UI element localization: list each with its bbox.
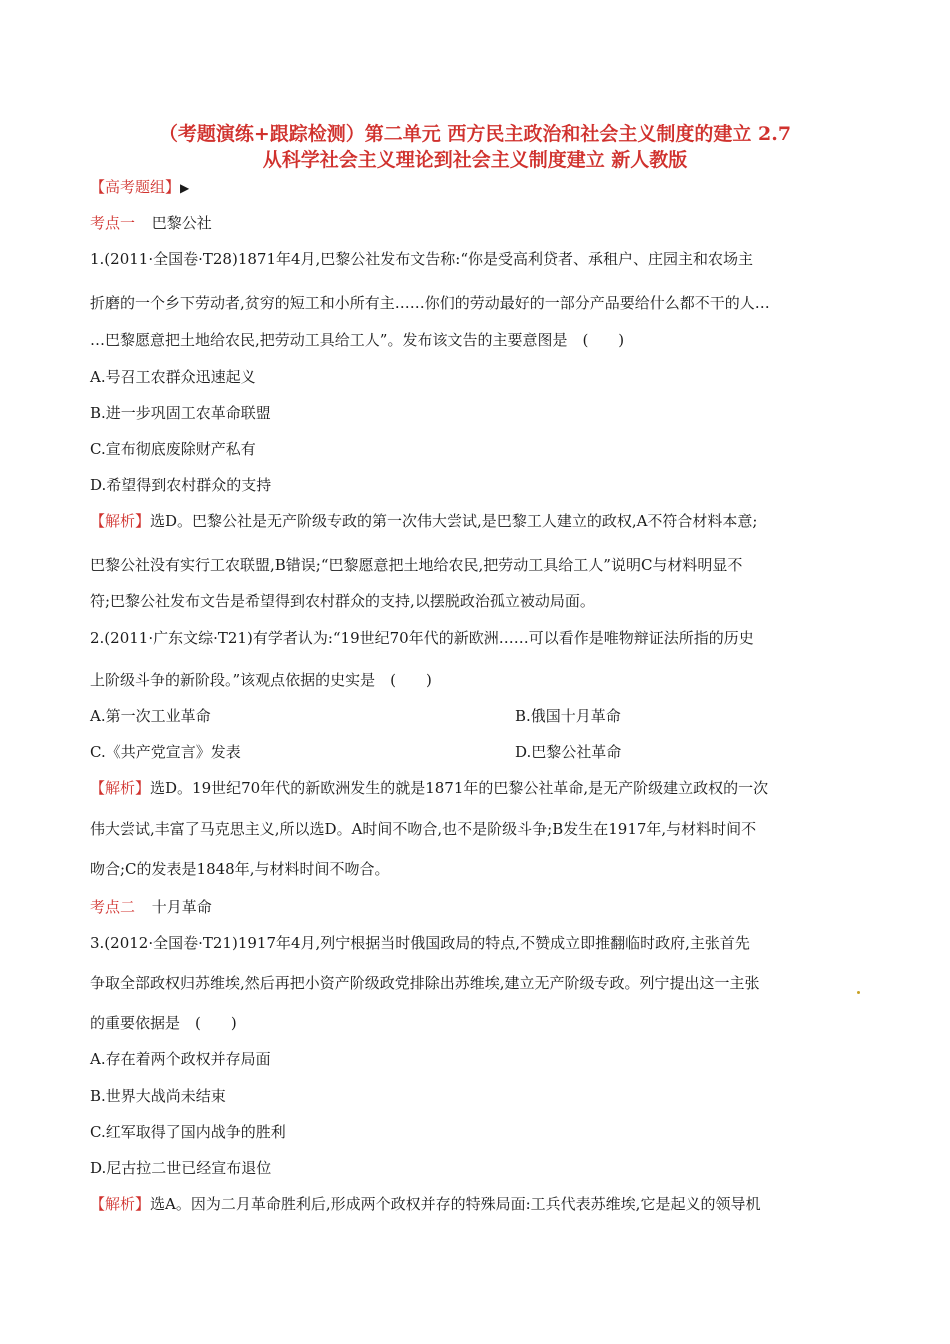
q1-stem-line-1: 1.(2011·全国卷·T28)1871年4月,巴黎公社发布文告称:“你是受高利贷者、承租户、庄园主和农场主 [90, 250, 754, 268]
group-heading [90, 177, 189, 198]
q1-analysis-text-1: 选D。巴黎公社是无产阶级专政的第一次伟大尝试,是巴黎工人建立的政权,A不符合材料本意; [150, 512, 758, 530]
q2-option-d: D.巴黎公社革命 [515, 743, 622, 761]
kaodian-1-topic: 巴黎公社 [151, 214, 212, 232]
q3-option-a: A.存在着两个政权并存局面 [90, 1050, 271, 1068]
kaodian-1-label: 考点一 [90, 214, 136, 232]
q1-stem-line-3: …巴黎愿意把土地给农民,把劳动工具给工人”。发布该文告的主要意图是 ( ) [90, 331, 625, 349]
q2-analysis-tag: 【解析】 [90, 779, 151, 797]
q3-option-b: B.世界大战尚未结束 [90, 1087, 226, 1105]
q1-analysis-line-1 [90, 511, 757, 531]
q2-analysis-line-2: 伟大尝试,丰富了马克思主义,所以选D。A时间不吻合,也不是阶级斗争;B发生在1917年,与材料时间不 [90, 820, 757, 838]
q3-stem-line-1: 3.(2012·全国卷·T21)1917年4月,列宁根据当时俄国政局的特点,不赞成立即推翻临时政府,主张首先 [90, 934, 750, 952]
kaodian-2-heading [90, 897, 212, 917]
q2-options-row-1 [90, 706, 621, 726]
q1-option-d: D.希望得到农村群众的支持 [90, 476, 272, 494]
group-label: 【高考题组】 [90, 178, 181, 196]
q2-stem-line-1: 2.(2011·广东文综·T21)有学者认为:“19世纪70年代的新欧洲……可以看作是唯物辩证法所指的历史 [90, 629, 754, 647]
q2-analysis-line-1 [90, 778, 768, 798]
q2-option-c: C.《共产党宣言》发表 [90, 743, 241, 761]
q3-option-d: D.尼古拉二世已经宣布退位 [90, 1159, 272, 1177]
q1-analysis-tag: 【解析】 [90, 512, 151, 530]
q3-analysis-line-1 [90, 1194, 760, 1214]
q2-analysis-line-3: 吻合;C的发表是1848年,与材料时间不吻合。 [90, 860, 390, 878]
kaodian-2-topic: 十月革命 [151, 898, 212, 916]
kaodian-2-label: 考点二 [90, 898, 136, 916]
kaodian-1-heading [90, 213, 212, 233]
q3-analysis-tag: 【解析】 [90, 1195, 151, 1213]
q1-stem-line-2: 折磨的一个乡下劳动者,贫穷的短工和小所有主……你们的劳动最好的一部分产品要给什么都不干的人… [90, 294, 770, 312]
document-title-line-2: 从科学社会主义理论到社会主义制度建立 新人教版 [262, 149, 688, 171]
q2-option-a: A.第一次工业革命 [90, 707, 211, 725]
q2-analysis-text-1: 选D。19世纪70年代的新欧洲发生的就是1871年的巴黎公社革命,是无产阶级建立政权的一次 [150, 779, 769, 797]
q1-option-c: C.宣布彻底废除财产私有 [90, 440, 256, 458]
q3-option-c: C.红军取得了国内战争的胜利 [90, 1123, 286, 1141]
q1-analysis-line-3: 符;巴黎公社发布文告是希望得到农村群众的支持,以摆脱政治孤立被动局面。 [90, 592, 595, 610]
q2-option-b: B.俄国十月革命 [515, 707, 621, 725]
q2-options-row-2 [90, 742, 622, 762]
stray-dot-mark [857, 991, 860, 994]
q1-analysis-line-2: 巴黎公社没有实行工农联盟,B错误;“巴黎愿意把土地给农民,把劳动工具给工人”说明C与材料明显不 [90, 556, 743, 574]
q2-stem-line-2: 上阶级斗争的新阶段。”该观点依据的史实是 ( ) [90, 671, 432, 689]
q1-option-b: B.进一步巩固工农革命联盟 [90, 404, 271, 422]
triangle-arrow-icon: ▶ [180, 181, 190, 195]
q3-analysis-text-1: 选A。因为二月革命胜利后,形成两个政权并存的特殊局面:工兵代表苏维埃,它是起义的领导机 [150, 1195, 761, 1213]
q3-stem-line-3: 的重要依据是 ( ) [90, 1014, 237, 1032]
q1-option-a: A.号召工农群众迅速起义 [90, 368, 256, 386]
document-title-line-1: （考题演练+跟踪检测）第二单元 西方民主政治和社会主义制度的建立 2.7 [158, 123, 792, 145]
q3-stem-line-2: 争取全部政权归苏维埃,然后再把小资产阶级政党排除出苏维埃,建立无产阶级专政。列宁提出这一主张 [90, 974, 760, 992]
